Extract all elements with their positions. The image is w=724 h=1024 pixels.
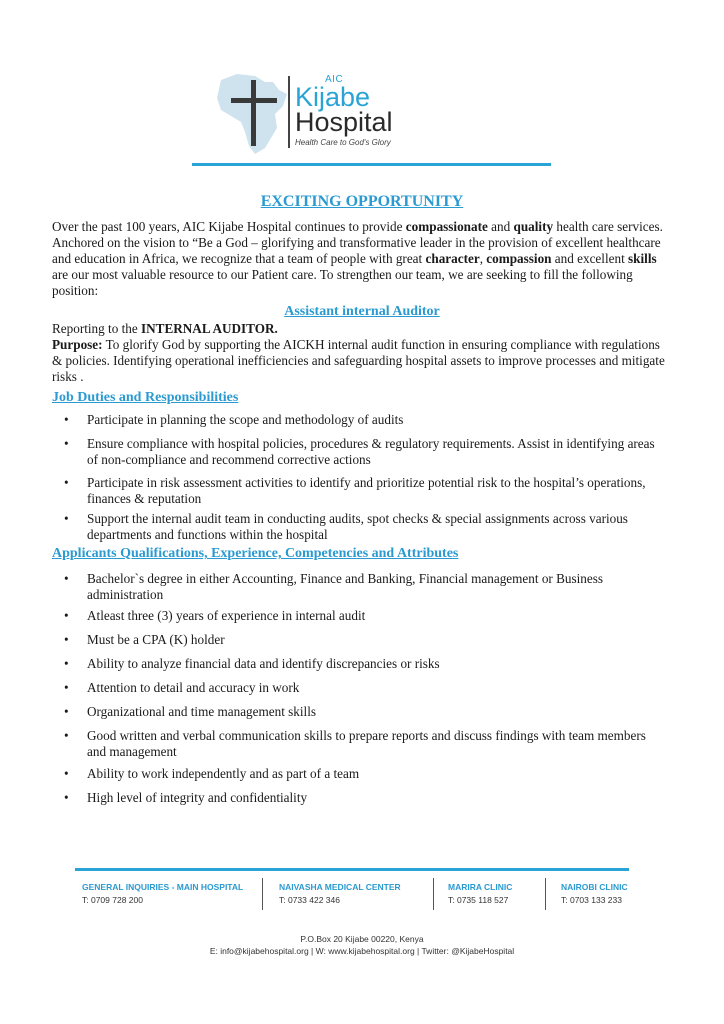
- footer-contact-name: NAIVASHA MEDICAL CENTER: [279, 882, 401, 892]
- bullet-icon: •: [64, 436, 69, 451]
- logo-tagline: Health Care to God's Glory: [295, 138, 391, 147]
- bullet-icon: •: [64, 475, 69, 490]
- qualification-item: • Bachelor`s degree in either Accounting, Finance and Banking, Financial management or Business administration: [64, 571, 603, 602]
- footer-divider: [433, 878, 434, 910]
- qualification-item: • Atleast three (3) years of experience in internal audit: [64, 608, 366, 623]
- bullet-icon: •: [64, 680, 69, 695]
- duty-item: • Ensure compliance with hospital policies, procedures & regulatory requirements. Assist in identifying areas of non-compliance and recommend corrective actions: [64, 436, 655, 467]
- qualification-item: • High level of integrity and confidentiality: [64, 790, 308, 805]
- bullet-icon: •: [64, 412, 69, 427]
- qualifications-heading: Applicants Qualifications, Experience, Competencies and Attributes: [52, 546, 459, 561]
- footer-contact-name: MARIRA CLINIC: [448, 882, 513, 892]
- bullet-icon: •: [64, 766, 69, 781]
- footer-address: P.O.Box 20 Kijabe 00220, Kenya: [300, 934, 424, 944]
- bullet-icon: •: [64, 608, 69, 623]
- footer-contact-line: E: info@kijabehospital.org | W: www.kijabehospital.org | Twitter: @KijabeHospital: [209, 946, 515, 956]
- footer-contact-naivasha: [279, 882, 401, 905]
- logo-divider: [288, 76, 290, 148]
- qualification-item: • Good written and verbal communication skills to prepare reports and discuss findings with team members and management: [64, 728, 646, 759]
- bullet-icon: •: [64, 790, 69, 805]
- qualification-item: • Ability to work independently and as part of a team: [64, 766, 360, 781]
- footer-divider: [545, 878, 546, 910]
- footer-contact-tel: T: 0709 728 200: [82, 895, 143, 905]
- qualification-item: • Ability to analyze financial data and identify discrepancies or risks: [64, 656, 440, 671]
- intro-paragraph: Over the past 100 years, AIC Kijabe Hospital continues to provide compassionate and quality health care services. Anchored on the vision to “Be a God – glorifying and transformative leader in the provision of excellent healthcare and education in Africa, we recognize that a team of people with great character, compassion and excellent skills are our most valuable resource to our Patient care. To strengthen our team, we are seeking to fill the following position:: [52, 219, 663, 298]
- bullet-icon: •: [64, 632, 69, 647]
- footer-contact-tel: T: 0735 118 527: [448, 895, 509, 905]
- duty-item: • Support the internal audit team in conducting audits, spot checks & special assignments across various departments and functions within the hospital: [64, 511, 628, 542]
- bullet-icon: •: [64, 704, 69, 719]
- duties-heading: Job Duties and Responsibilities: [52, 390, 239, 405]
- africa-map-icon: [215, 72, 293, 156]
- bullet-icon: •: [64, 656, 69, 671]
- footer-divider: [262, 878, 263, 910]
- logo-kijabe: Kijabe: [295, 82, 371, 112]
- page-title: EXCITING OPPORTUNITY: [260, 193, 464, 210]
- logo-aic: AIC: [325, 74, 344, 85]
- footer-contact-name: GENERAL INQUIRIES - MAIN HOSPITAL: [82, 882, 244, 892]
- footer-contact-name: NAIROBI CLINIC: [561, 882, 628, 892]
- bullet-icon: •: [64, 511, 69, 526]
- qualification-item: • Organizational and time management skills: [64, 704, 317, 719]
- logo-wordmark: [295, 74, 393, 147]
- duty-item: • Participate in planning the scope and methodology of audits: [64, 412, 404, 427]
- position-title: Assistant internal Auditor: [284, 304, 440, 319]
- footer-contact-tel: T: 0733 422 346: [279, 895, 340, 905]
- bullet-icon: •: [64, 728, 69, 743]
- footer-contact-main: [82, 882, 243, 905]
- footer-contact-tel: T: 0703 133 233: [561, 895, 622, 905]
- qualification-item: • Attention to detail and accuracy in work: [64, 680, 300, 695]
- hospital-logo: [215, 72, 455, 158]
- reporting-line: Reporting to the INTERNAL AUDITOR.: [52, 321, 278, 336]
- bullet-icon: •: [64, 571, 69, 586]
- logo-hospital: Hospital: [295, 107, 393, 137]
- footer-contact-marira: [448, 882, 512, 905]
- purpose-paragraph: Purpose: To glorify God by supporting the AICKH internal audit function in ensuring compliance with regulations & policies. Identifying operational inefficiencies and safeguarding hospital assets to improve processes and mitigate risks .: [52, 337, 665, 384]
- footer-rule: [75, 868, 629, 871]
- header-rule: [192, 163, 551, 166]
- duty-item: • Participate in risk assessment activities to identify and prioritize potential risk to the hospital’s operations, finances & reputation: [64, 475, 646, 506]
- qualification-item: • Must be a CPA (K) holder: [64, 632, 225, 647]
- footer-contact-nairobi: [561, 882, 628, 905]
